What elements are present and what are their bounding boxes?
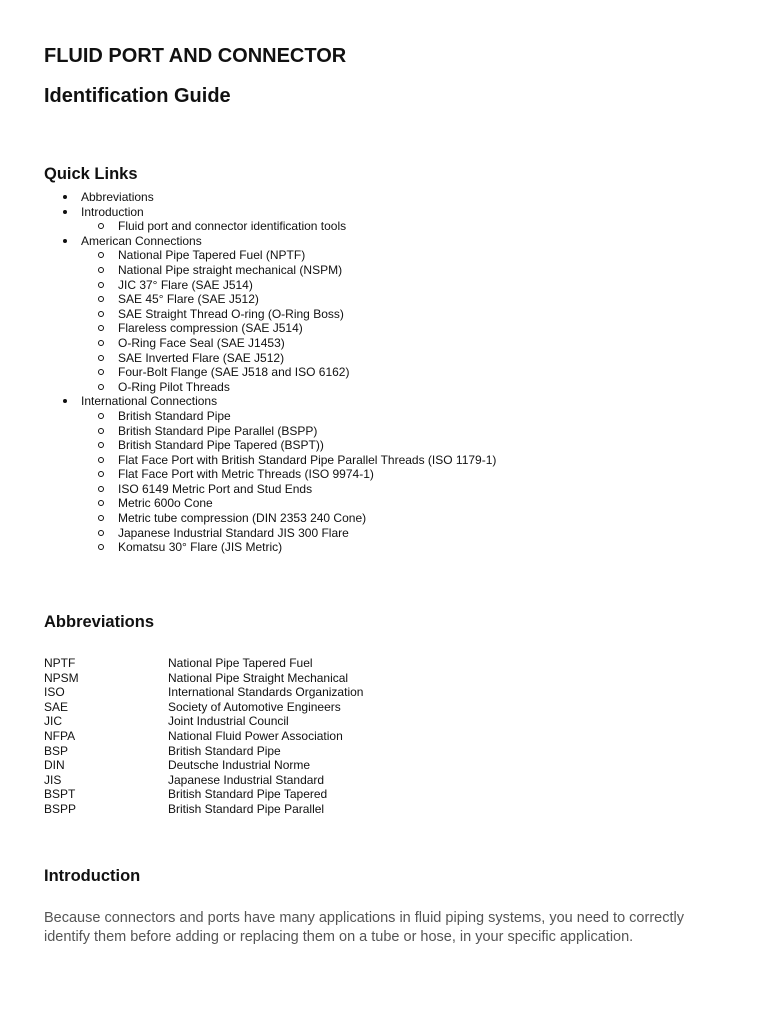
quick-link-subitem[interactable]: Japanese Industrial Standard JIS 300 Flare (81, 526, 744, 541)
quick-link-sublist (81, 248, 744, 394)
abbreviation-meaning: National Fluid Power Association (168, 728, 343, 743)
abbreviations-table (44, 656, 363, 817)
quick-link-subitem[interactable]: Fluid port and connector identification tools (81, 219, 744, 234)
quick-link-subitem[interactable]: British Standard Pipe (81, 409, 744, 424)
quick-link-subitem[interactable]: Metric tube compression (DIN 2353 240 Cone) (81, 511, 744, 526)
quick-links-list (44, 190, 744, 555)
quick-link-subitem[interactable]: National Pipe straight mechanical (NSPM) (81, 263, 744, 278)
quick-link-item (44, 234, 744, 395)
abbreviation-code: SAE (44, 699, 69, 714)
quick-link-subitem[interactable]: O-Ring Pilot Threads (81, 380, 744, 395)
abbreviation-row (44, 787, 363, 802)
quick-link[interactable]: Abbreviations (81, 190, 154, 204)
abbreviation-code: BSPP (44, 801, 77, 816)
quick-link-subitem[interactable]: Komatsu 30° Flare (JIS Metric) (81, 540, 744, 555)
abbreviation-meaning: Deutsche Industrial Norme (168, 758, 311, 773)
abbreviation-row (44, 671, 363, 686)
quick-link[interactable]: Introduction (81, 204, 144, 219)
quick-link-item (44, 394, 744, 555)
abbreviation-code: ISO (44, 685, 65, 700)
abbreviation-meaning: Society of Automotive Engineers (168, 699, 341, 714)
abbreviation-code: NPSM (44, 670, 79, 685)
abbreviation-row (44, 744, 363, 759)
abbreviation-meaning: International Standards Organization (168, 685, 364, 700)
document-subtitle: Identification Guide (44, 85, 231, 107)
introduction-heading: Introduction (44, 867, 141, 885)
document-title: FLUID PORT AND CONNECTOR (44, 45, 347, 67)
abbreviations-heading: Abbreviations (44, 613, 155, 631)
abbreviation-row (44, 656, 363, 671)
quick-link-subitem[interactable]: ISO 6149 Metric Port and Stud Ends (81, 482, 744, 497)
introduction-text: Because connectors and ports have many applications in fluid piping systems, you need to correctly identify them before adding or replacing them on a tube or hose, in your specific application. (44, 910, 684, 945)
quick-link-subitem[interactable]: British Standard Pipe Parallel (BSPP) (81, 424, 744, 439)
quick-link-subitem[interactable]: SAE Inverted Flare (SAE J512) (81, 351, 744, 366)
quick-link-item (44, 190, 744, 205)
abbreviation-code: NPTF (44, 656, 76, 670)
quick-link-subitem[interactable]: Metric 600o Cone (81, 496, 744, 511)
quick-link-subitem[interactable]: Flat Face Port with British Standard Pipe Parallel Threads (ISO 1179-1) (81, 453, 744, 468)
abbreviation-row (44, 773, 363, 788)
abbreviation-row (44, 700, 363, 715)
abbreviation-code: JIC (44, 714, 62, 729)
quick-link[interactable]: American Connections (81, 233, 202, 248)
abbreviation-meaning: British Standard Pipe Parallel (168, 801, 325, 816)
quick-links-heading: Quick Links (44, 165, 138, 183)
abbreviation-meaning: Japanese Industrial Standard (168, 772, 325, 787)
abbreviation-code: BSPT (44, 787, 76, 802)
abbreviation-meaning: National Pipe Straight Mechanical (168, 670, 349, 685)
abbreviation-row (44, 758, 363, 773)
quick-link-subitem[interactable]: SAE 45° Flare (SAE J512) (81, 292, 744, 307)
abbreviation-code: JIS (44, 772, 62, 787)
abbreviation-meaning: Joint Industrial Council (168, 714, 289, 729)
quick-link-subitem[interactable]: SAE Straight Thread O-ring (O-Ring Boss) (81, 307, 744, 322)
quick-link-subitem[interactable]: British Standard Pipe Tapered (BSPT)) (81, 438, 744, 453)
abbreviation-row (44, 802, 363, 817)
quick-link-sublist (81, 219, 744, 234)
abbreviation-row (44, 729, 363, 744)
quick-link-sublist (81, 409, 744, 555)
quick-link-subitem[interactable]: O-Ring Face Seal (SAE J1453) (81, 336, 744, 351)
quick-link[interactable]: International Connections (81, 394, 218, 409)
abbreviation-row (44, 714, 363, 729)
abbreviation-code: DIN (44, 758, 65, 773)
abbreviation-meaning: British Standard Pipe Tapered (168, 787, 328, 802)
quick-link-item (44, 205, 744, 234)
quick-link-subitem[interactable]: National Pipe Tapered Fuel (NPTF) (81, 248, 744, 263)
abbreviation-meaning: National Pipe Tapered Fuel (168, 656, 313, 670)
abbreviation-row (44, 685, 363, 700)
abbreviation-code: BSP (44, 743, 69, 758)
quick-link-subitem[interactable]: Flareless compression (SAE J514) (81, 321, 744, 336)
abbreviation-meaning: British Standard Pipe (168, 743, 281, 758)
quick-link-subitem[interactable]: Flat Face Port with Metric Threads (ISO 9974-1) (81, 467, 744, 482)
quick-link-subitem[interactable]: JIC 37° Flare (SAE J514) (81, 278, 744, 293)
quick-link-subitem[interactable]: Four-Bolt Flange (SAE J518 and ISO 6162) (81, 365, 744, 380)
abbreviation-code: NFPA (44, 728, 76, 743)
